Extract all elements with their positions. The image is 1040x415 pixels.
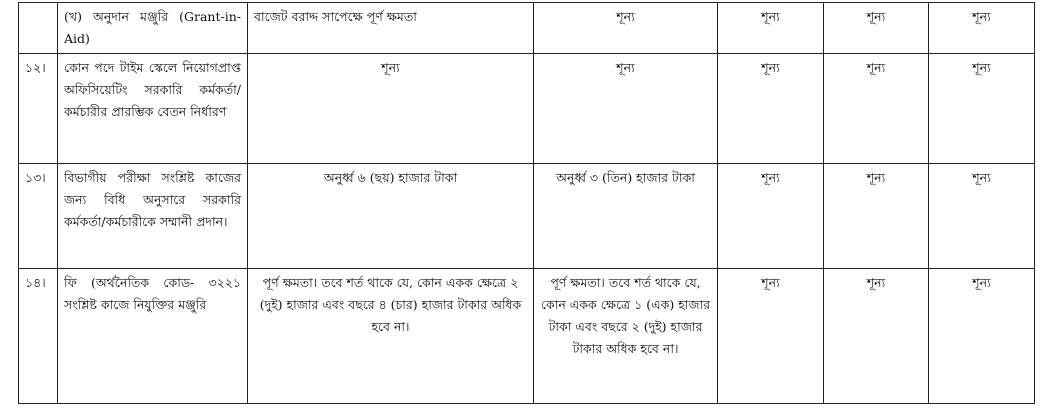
authority-cell-1: বাজেট বরাদ্দ সাপেক্ষে পূর্ণ ক্ষমতা	[248, 3, 534, 54]
authority-cell-5: শূন্য	[929, 164, 1035, 269]
authority-cell-3: শূন্য	[718, 164, 824, 269]
serial-cell: ১২।	[19, 54, 58, 164]
item-description-cell: ফি (অর্থনৈতিক কোড- ৩২২১ সংশ্লিষ্ট কাজে নিযুক্তির মঞ্জুরি	[58, 269, 248, 404]
authority-cell-3: শূন্য	[718, 54, 824, 164]
table-row	[19, 54, 1035, 164]
authority-cell-2: অনুর্ধ্ব ৩ (তিন) হাজার টাকা	[534, 164, 718, 269]
authority-cell-2: পূর্ণ ক্ষমতা। তবে শর্ত থাকে যে, কোন একক ক্ষেত্রে ১ (এক) হাজার টাকা এবং বছরে ২ (দুই) হাজার টাকার অধিক হবে না।	[534, 269, 718, 404]
authority-cell-3: শূন্য	[718, 269, 824, 404]
authority-cell-1: অনুর্ধ্ব ৬ (ছয়) হাজার টাকা	[248, 164, 534, 269]
item-description-cell: (খ) অনুদান মঞ্জুরি (Grant-in-Aid)	[58, 3, 248, 54]
authority-cell-4: শূন্য	[824, 3, 929, 54]
serial-cell: ১৩।	[19, 164, 58, 269]
authority-cell-4: শূন্য	[824, 54, 929, 164]
authority-cell-1: পূর্ণ ক্ষমতা। তবে শর্ত থাকে যে, কোন একক ক্ষেত্রে ২ (দুই) হাজার এবং বছরে ৪ (চার) হাজার টাকার অধিক হবে না।	[248, 269, 534, 404]
authority-cell-5: শূন্য	[929, 269, 1035, 404]
authority-cell-5: শূন্য	[929, 54, 1035, 164]
authority-cell-2: শূন্য	[534, 3, 718, 54]
item-description-cell: বিভাগীয় পরীক্ষা সংশ্লিষ্ট কাজের জন্য বিধি অনুসারে সরকারি কর্মকর্তা/কর্মচারীকে সম্মানী প্রদান।	[58, 164, 248, 269]
table-row	[19, 164, 1035, 269]
serial-cell: ১৪।	[19, 269, 58, 404]
delegation-table	[18, 2, 1035, 404]
authority-cell-1: শূন্য	[248, 54, 534, 164]
authority-cell-3: শূন্য	[718, 3, 824, 54]
item-description-cell: কোন পদে টাইম স্কেলে নিয়োগপ্রাপ্ত অফিসিয়েটিং সরকারি কর্মকর্তা/কর্মচারীর প্রারম্ভিক বেতন নির্ধারণ	[58, 54, 248, 164]
table-row	[19, 3, 1035, 54]
table-row	[19, 269, 1035, 404]
serial-cell	[19, 3, 58, 54]
authority-cell-4: শূন্য	[824, 164, 929, 269]
authority-cell-4: শূন্য	[824, 269, 929, 404]
authority-cell-2: শূন্য	[534, 54, 718, 164]
authority-cell-5: শূন্য	[929, 3, 1035, 54]
